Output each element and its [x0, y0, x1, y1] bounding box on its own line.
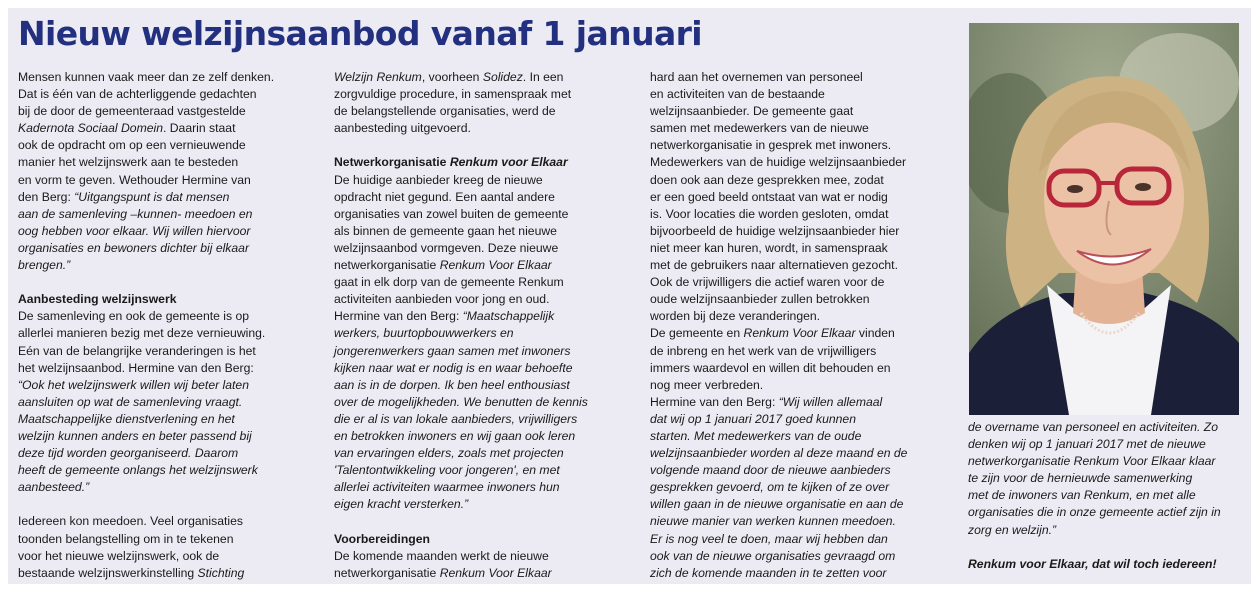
text-line	[334, 496, 588, 513]
text-segment: bestaande welzijnswerkinstelling	[18, 565, 198, 580]
text-segment: opdracht niet gegund. Een aantal andere	[334, 189, 555, 204]
italic-text: deze tijd worden georganiseerd. Daarom	[18, 446, 239, 461]
italic-text: “Maatschappelijk	[462, 309, 555, 324]
text-line	[334, 103, 588, 120]
italic-text: te zijn voor de hernieuwde samenwerking	[968, 471, 1193, 486]
text-line	[18, 206, 274, 223]
text-segment: . In een	[522, 70, 564, 84]
text-segment: den Berg:	[18, 189, 75, 204]
text-segment: Medewerkers van de huidige welzijnsaanbieder	[650, 155, 907, 170]
text-line	[18, 240, 274, 257]
text-segment: is. Voor locaties die worden gesloten, omdat	[650, 206, 889, 221]
section-heading	[18, 291, 274, 308]
text-line	[968, 453, 1221, 470]
text-segment: Iedereen kon meedoen. Veel organisaties	[18, 514, 243, 529]
text-segment: gaat in elk dorp van de gemeente Renkum	[334, 275, 564, 290]
text-segment: hard aan het overnemen van personeel	[650, 70, 863, 84]
paragraph-gap	[334, 513, 588, 530]
text-segment: als binnen de gemeente gaan het nieuwe	[334, 223, 557, 238]
text-line	[334, 565, 588, 582]
text-segment: de belangstellende organisaties, werd de	[334, 104, 556, 119]
text-segment: welzijnsaanbieder. De gemeente gaat	[650, 104, 854, 119]
italic-text: en betrokken inwoners en wij gaan ook leren	[334, 428, 576, 443]
text-line	[334, 343, 588, 360]
italic-text: Maatschappelijke dienstverlening en het	[18, 411, 235, 426]
italic-text: welzijn kunnen anders en beter passend bij	[18, 428, 252, 443]
text-line	[18, 411, 274, 428]
text-line	[18, 531, 274, 548]
text-line	[334, 394, 588, 411]
text-line	[18, 462, 274, 479]
text-line	[650, 462, 907, 479]
section-heading	[968, 556, 1221, 573]
text-segment: activiteiten aanbieden voor jong en oud.	[334, 292, 550, 307]
paragraph-gap	[18, 496, 274, 513]
text-line	[18, 445, 274, 462]
italic-text: van ervaringen elders, zoals met projecten	[334, 446, 564, 461]
article-column-1	[18, 69, 274, 582]
text-segment: welzijnsaanbod vormgeven. Deze nieuwe	[334, 240, 559, 255]
text-line	[650, 325, 907, 342]
italic-text: werkers, buurtopbouwwerkers en	[334, 326, 514, 341]
text-line	[650, 172, 907, 189]
text-line	[968, 522, 1221, 539]
section-heading	[334, 531, 588, 548]
text-segment: de inbreng en het werk van de vrijwilligers	[650, 343, 877, 358]
text-line	[18, 120, 274, 137]
italic-text: over de mogelijkheden. We benutten de kennis	[334, 394, 588, 409]
text-segment: en activiteiten van de bestaande	[650, 87, 825, 102]
italic-text: organisaties die in onze gemeente actief zijn in	[968, 505, 1221, 520]
text-segment: worden bij deze veranderingen.	[650, 309, 821, 324]
portrait-photo-icon	[969, 23, 1239, 415]
text-line	[334, 189, 588, 206]
portrait-photo	[969, 23, 1239, 415]
text-segment: Netwerkorganisatie	[334, 155, 450, 170]
italic-text: aan de samenleving –kunnen- meedoen en	[18, 206, 253, 221]
headline: Nieuw welzijnsaanbod vanaf 1 januari	[18, 14, 703, 53]
italic-text: allerlei activiteiten waarmee inwoners hun	[334, 480, 560, 495]
text-line	[650, 394, 907, 411]
italic-text: oog hebben voor elkaar. Wij willen hiervoor	[18, 223, 251, 238]
italic-text: aansluiten op wat de samenleving vraagt.	[18, 394, 243, 409]
italic-text: Renkum Voor Elkaar	[743, 326, 856, 341]
article-column-3	[650, 69, 907, 582]
text-segment: er een goed beeld ontstaat van wat er nodig	[650, 189, 888, 204]
text-segment: immers waardevol en willen dit behouden en	[650, 360, 891, 375]
text-line	[650, 496, 907, 513]
text-segment: De samenleving en ook de gemeente is op	[18, 309, 250, 324]
text-segment: het welzijnsaanbod. Hermine van den Berg:	[18, 360, 254, 375]
italic-text: Welzijn Renkum	[334, 70, 422, 84]
paragraph-gap	[968, 539, 1221, 556]
text-line	[334, 308, 588, 325]
italic-text: organisaties en bewoners dichter bij elkaar	[18, 240, 250, 255]
text-segment: voor het nieuwe welzijnswerk, ook de	[18, 548, 220, 563]
text-line	[334, 240, 588, 257]
text-line	[650, 291, 907, 308]
text-line	[18, 137, 274, 154]
text-line	[18, 360, 274, 377]
italic-text: zorg en welzijn.”	[968, 522, 1057, 537]
italic-text: Renkum voor Elkaar	[449, 155, 568, 170]
text-segment: bijvoorbeeld de huidige welzijnsaanbieder hier	[650, 223, 900, 238]
italic-text: netwerkorganisatie Renkum Voor Elkaar klaar	[968, 454, 1216, 469]
text-line	[334, 223, 588, 240]
text-line	[650, 120, 907, 137]
text-line	[18, 86, 274, 103]
text-line	[18, 377, 274, 394]
text-line	[18, 189, 274, 206]
text-line	[968, 470, 1221, 487]
italic-text: Renkum Voor Elkaar	[439, 258, 552, 273]
text-segment: toonden belangstelling om in te tekenen	[18, 531, 234, 546]
text-line	[650, 308, 907, 325]
text-segment: Dat is één van de achterliggende gedachten	[18, 87, 257, 102]
italic-text: aan is in de dorpen. Ik ben heel enthousiast	[334, 377, 570, 392]
text-line	[18, 548, 274, 565]
text-line	[18, 172, 274, 189]
italic-text: 'Talentontwikkeling voor jongeren', en met	[334, 463, 560, 478]
text-line	[968, 504, 1221, 521]
italic-text: “Ook het welzijnswerk willen wij beter laten	[18, 377, 249, 392]
article-column-4	[968, 419, 1221, 573]
italic-text: denken wij op 1 januari 2017 met de nieuwe	[968, 437, 1206, 452]
text-line	[334, 86, 588, 103]
text-line	[650, 69, 907, 86]
text-line	[334, 69, 588, 86]
text-line	[650, 240, 907, 257]
text-segment: niet meer kan huren, wordt, in samenspraak	[650, 240, 888, 255]
italic-text: aanbesteed.”	[18, 480, 90, 495]
text-line	[334, 411, 588, 428]
text-line	[650, 103, 907, 120]
text-segment: met de gebruikers naar alternatieven gezocht.	[650, 258, 898, 273]
text-segment: De gemeente en	[650, 326, 744, 341]
text-line	[18, 565, 274, 582]
paragraph-gap	[18, 274, 274, 291]
text-line	[334, 120, 588, 137]
text-line	[18, 308, 274, 325]
text-line	[18, 343, 274, 360]
text-line	[18, 69, 274, 86]
text-line	[18, 223, 274, 240]
italic-text: welzijnsaanbieder worden al deze maand en de	[650, 446, 908, 461]
italic-text: brengen.”	[18, 258, 71, 273]
text-line	[650, 548, 907, 565]
text-line	[650, 428, 907, 445]
text-line	[334, 377, 588, 394]
section-heading	[334, 154, 588, 171]
text-line	[18, 394, 274, 411]
italic-text: willen gaan in de nieuwe organisatie en aan de	[650, 497, 904, 512]
italic-text: Er is nog veel te doen, maar wij hebben dan	[650, 531, 888, 546]
text-line	[650, 137, 907, 154]
text-segment: vinden	[855, 326, 895, 341]
italic-text: Renkum Voor Elkaar	[439, 565, 552, 580]
text-line	[650, 360, 907, 377]
text-segment: bij de door de gemeenteraad vastgestelde	[18, 104, 246, 119]
italic-text: dat wij op 1 januari 2017 goed kunnen	[650, 411, 856, 426]
text-line	[334, 479, 588, 496]
text-segment: organisaties van zowel buiten de gemeente	[334, 206, 569, 221]
italic-text: Kadernota Sociaal Domein	[18, 121, 163, 136]
text-segment: nog meer verbreden.	[650, 377, 764, 392]
italic-text: zich de komende maanden in te zetten voor	[650, 565, 887, 580]
italic-text: “Wij willen allemaal	[778, 394, 883, 409]
text-line	[334, 172, 588, 189]
text-line	[650, 257, 907, 274]
text-line	[334, 291, 588, 308]
text-line	[650, 565, 907, 582]
italic-text: ook van de nieuwe organisaties gevraagd om	[650, 548, 896, 563]
italic-text: Solidez	[482, 70, 523, 84]
text-segment: Hermine van den Berg:	[650, 394, 779, 409]
text-line	[334, 428, 588, 445]
text-line	[650, 343, 907, 360]
text-line	[334, 257, 588, 274]
text-line	[968, 419, 1221, 436]
text-line	[650, 189, 907, 206]
italic-text: Stichting	[197, 565, 245, 580]
text-segment: Hermine van den Berg:	[334, 309, 463, 324]
text-segment: De komende maanden werkt de nieuwe	[334, 548, 549, 563]
article-panel	[8, 8, 1251, 584]
text-segment: aanbesteding uitgevoerd.	[334, 121, 471, 136]
text-line	[968, 487, 1221, 504]
italic-text: die er al is van lokale aanbieders, vrijwilligers	[334, 411, 578, 426]
text-segment: samen met medewerkers van de nieuwe	[650, 121, 869, 136]
text-line	[650, 411, 907, 428]
text-segment: Mensen kunnen vaak meer dan ze zelf denken.	[18, 70, 275, 84]
text-line	[18, 479, 274, 496]
text-segment: oude welzijnsaanbieder zullen betrokken	[650, 292, 870, 307]
text-segment: Eén van de belangrijke veranderingen is het	[18, 343, 256, 358]
text-segment: ook de opdracht om op een vernieuwende	[18, 138, 246, 153]
text-segment: De huidige aanbieder kreeg de nieuwe	[334, 172, 543, 187]
text-line	[650, 377, 907, 394]
italic-text: heeft de gemeente onlangs het welzijnswerk	[18, 463, 258, 478]
text-line	[334, 325, 588, 342]
text-line	[650, 206, 907, 223]
text-line	[650, 479, 907, 496]
text-segment: doen ook aan deze gesprekken mee, zodat	[650, 172, 884, 187]
text-segment: , voorheen	[421, 70, 483, 84]
text-line	[18, 257, 274, 274]
text-segment: netwerkorganisatie	[334, 258, 440, 273]
text-line	[334, 206, 588, 223]
article-column-2	[334, 69, 588, 582]
text-segment: en vorm te geven. Wethouder Hermine van	[18, 172, 251, 187]
italic-text: jongerenwerkers gaan samen met inwoners	[334, 343, 571, 358]
text-line	[18, 154, 274, 171]
text-line	[334, 462, 588, 479]
italic-text: eigen kracht versterken.”	[334, 497, 469, 512]
text-line	[334, 274, 588, 291]
text-segment: Voorbereidingen	[334, 531, 430, 546]
italic-text: “Uitgangspunt is dat mensen	[74, 189, 230, 204]
italic-text: de overname van personeel en activiteiten. Zo	[968, 420, 1218, 434]
paragraph-gap	[334, 137, 588, 154]
text-line	[650, 274, 907, 291]
italic-text: met de inwoners van Renkum, en met alle	[968, 488, 1196, 503]
italic-text: nieuwe manier van werken kunnen meedoen.	[650, 514, 896, 529]
italic-text: volgende maand door de nieuwe aanbieders	[650, 463, 891, 478]
text-line	[650, 86, 907, 103]
text-line	[18, 428, 274, 445]
text-segment: netwerkorganisatie	[334, 565, 440, 580]
text-line	[334, 445, 588, 462]
italic-text: starten. Met medewerkers van de oude	[650, 428, 862, 443]
text-segment: manier het welzijnswerk aan te besteden	[18, 155, 239, 170]
italic-text: kijken naar wat er nodig is en waar behoefte	[334, 360, 573, 375]
text-line	[18, 103, 274, 120]
text-segment: zorgvuldige procedure, in samenspraak met	[334, 87, 572, 102]
text-line	[650, 531, 907, 548]
text-segment: Ook de vrijwilligers die actief waren voor de	[650, 275, 885, 290]
text-segment: allerlei manieren bezig met deze vernieuwing.	[18, 326, 266, 341]
text-line	[968, 436, 1221, 453]
text-line	[650, 445, 907, 462]
text-line	[334, 548, 588, 565]
text-line	[18, 513, 274, 530]
text-segment: Aanbesteding welzijnswerk	[18, 292, 177, 307]
italic-text: gesprekken gevoerd, om te kijken of ze over	[650, 480, 890, 495]
italic-text: Renkum voor Elkaar, dat wil toch iedereen!	[968, 556, 1217, 571]
text-line	[18, 325, 274, 342]
text-line	[334, 360, 588, 377]
text-line	[650, 154, 907, 171]
text-segment: . Daarin staat	[162, 121, 236, 136]
text-line	[650, 513, 907, 530]
text-line	[650, 223, 907, 240]
text-segment: netwerkorganisatie in gesprek met inwoners.	[650, 138, 892, 153]
